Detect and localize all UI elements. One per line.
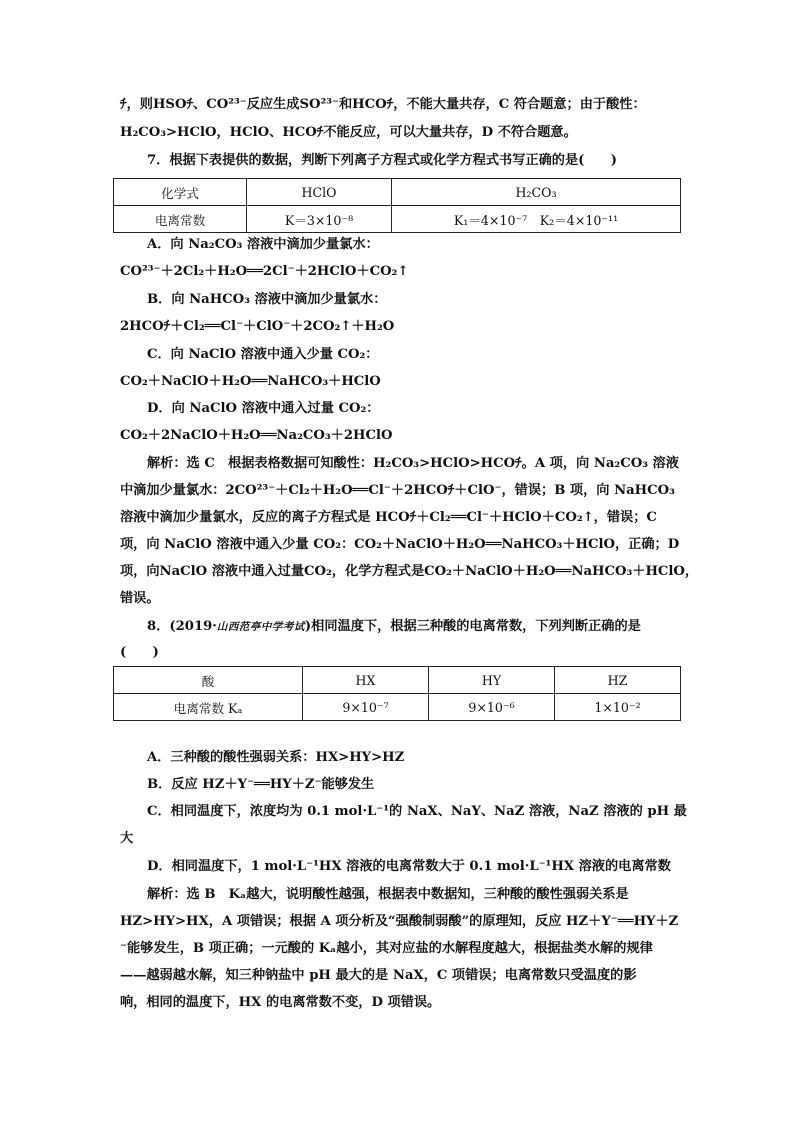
table-row [114, 179, 681, 206]
equation: CO₂＋2NaClO＋H₂O══Na₂CO₃＋2HClO [120, 428, 393, 443]
answer-7-line: 解析：选 C 根据表格数据可知酸性：H₂CO₃>HClO>HCOﾁ。A 项，向 Na₂CO₃ 溶液 [147, 456, 679, 471]
answer-8-line: ——越弱越水解，知三种钠盐中 pH 最大的是 NaX，C 项错误；电离常数只受温度的影 [120, 968, 637, 983]
option-c-cont: 大 [120, 831, 134, 846]
table-header-cell: 酸 [114, 667, 303, 694]
answer-8-line: 响，相同的温度下，HX 的电离常数不变，D 项错误。 [120, 995, 441, 1010]
table-header-cell: HZ [555, 667, 681, 694]
option-d: D．相同温度下，1 mol·L⁻¹HX 溶液的电离常数大于 0.1 mol·L⁻¹HX 溶液的电离常数 [147, 859, 671, 874]
table-header-cell: H₂CO₃ [392, 179, 681, 206]
table-ionization-constants-7 [113, 178, 681, 233]
option-b: B．向 NaHCO₃ 溶液中滴加少量氯水： [147, 292, 387, 307]
option-a: A．三种酸的酸性强弱关系：HX>HY>HZ [147, 750, 405, 765]
option-b: B．反应 HZ＋Y⁻══HY＋Z⁻能够发生 [147, 777, 375, 792]
table-row [114, 667, 681, 694]
text-line: H₂CO₃>HClO，HClO、HCOﾁ不能反应，可以大量共存，D 不符合题意。 [120, 125, 577, 140]
answer-7-line: 项，向 NaClO 溶液中通入少量 CO₂：CO₂＋NaClO＋H₂O══NaHCO₃＋HClO，正确；D [120, 537, 680, 552]
answer-8-line: 解析：选 B Kₐ越大，说明酸性越强，根据表中数据知，三种酸的酸性强弱关系是 [147, 887, 629, 902]
equation: 2HCOﾁ＋Cl₂══Cl⁻＋ClO⁻＋2CO₂↑＋H₂O [120, 319, 395, 334]
question-8-number: 8．(2019· [147, 619, 217, 634]
question-8-source: 山西范亭中学考试 [216, 621, 305, 633]
answer-8-line: HZ>HY>HX，A 项错误；根据 A 项分析及“强酸制弱酸”的原理知，反应 HZ＋Y⁻══HY＋Z [120, 914, 679, 929]
table-cell: 电离常数 Kₐ [114, 694, 303, 721]
answer-7-line: 项，向NaClO 溶液中通入过量CO₂，化学方程式是CO₂＋NaClO＋H₂O══NaHCO₃＋HClO， [120, 564, 699, 579]
question-8-stem [147, 618, 641, 636]
table-cell: 9×10⁻⁶ [429, 694, 555, 721]
table-cell: 电离常数 [114, 206, 247, 233]
table-header-cell: HClO [247, 179, 392, 206]
option-c: C．相同温度下，浓度均为 0.1 mol·L⁻¹的 NaX、NaY、NaZ 溶液，NaZ 溶液的 pH 最 [147, 804, 687, 819]
question-7-stem: 7．根据下表提供的数据，判断下列离子方程式或化学方程式书写正确的是( ) [147, 153, 618, 168]
question-8-paren: ( ) [120, 645, 159, 660]
option-c: C．向 NaClO 溶液中通入少量 CO₂： [147, 347, 379, 362]
answer-7-line: 错误。 [120, 591, 160, 606]
option-a: A．向 Na₂CO₃ 溶液中滴加少量氯水： [147, 237, 379, 252]
equation: CO²³⁻＋2Cl₂＋H₂O══2Cl⁻＋2HClO＋CO₂↑ [120, 264, 409, 279]
table-cell: 1×10⁻² [555, 694, 681, 721]
table-cell: K₁＝4×10⁻⁷ K₂＝4×10⁻¹¹ [392, 206, 681, 233]
equation: CO₂＋NaClO＋H₂O══NaHCO₃＋HClO [120, 374, 381, 389]
answer-7-line: 中滴加少量氯水：2CO²³⁻＋Cl₂＋H₂O══Cl⁻＋2HCOﾁ＋ClO⁻，错误；B 项，向 NaHCO₃ [120, 483, 675, 498]
table-cell: K＝3×10⁻⁸ [247, 206, 392, 233]
table-header-cell: HX [303, 667, 429, 694]
table-header-cell: 化学式 [114, 179, 247, 206]
table-header-cell: HY [429, 667, 555, 694]
text-line: ﾁ，则HSOﾁ、CO²³⁻反应生成SO²³⁻和HCOﾁ，不能大量共存，C 符合题意；由于酸性： [120, 97, 646, 112]
table-row [114, 206, 681, 233]
table-row [114, 694, 681, 721]
answer-7-line: 溶液中滴加少量氯水，反应的离子方程式是 HCOﾁ＋Cl₂══Cl⁻＋HClO＋CO₂↑，错误；C [120, 510, 657, 525]
option-d: D．向 NaClO 溶液中通入过量 CO₂： [147, 401, 380, 416]
question-8-text: )相同温度下，根据三种酸的电离常数，下列判断正确的是 [304, 619, 641, 634]
answer-8-line: ⁻能够发生，B 项正确；一元酸的 Kₐ越小，其对应盐的水解程度越大，根据盐类水解的规律 [120, 941, 653, 956]
table-ionization-constants-8 [113, 666, 681, 721]
table-cell: 9×10⁻⁷ [303, 694, 429, 721]
